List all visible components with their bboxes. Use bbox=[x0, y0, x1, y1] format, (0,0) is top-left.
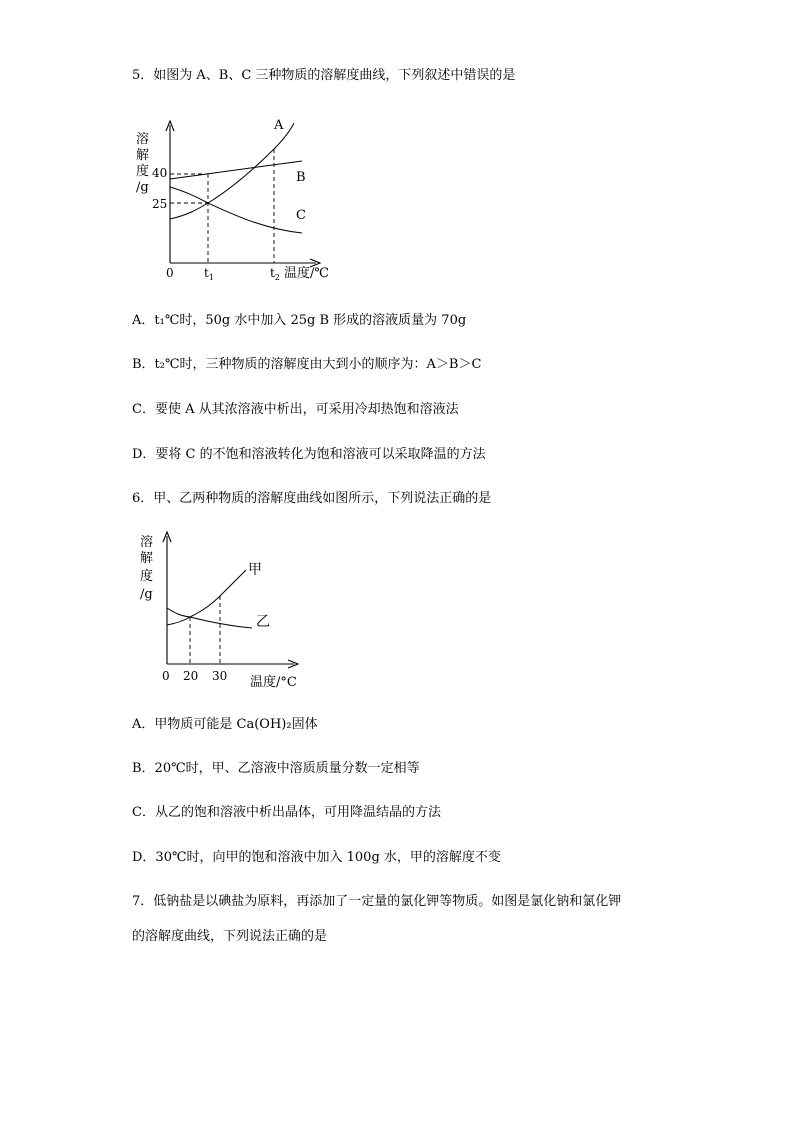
q6-xtick-30: 30 bbox=[212, 669, 228, 683]
q6-option-c: C．从乙的饱和溶液中析出晶体，可用降温结晶的方法 bbox=[132, 805, 441, 820]
q5-curve-b bbox=[170, 161, 302, 179]
q6-option-a: A．甲物质可能是 Ca(OH)₂固体 bbox=[132, 717, 318, 732]
q7-stem-line-2: 的溶解度曲线，下列说法正确的是 bbox=[132, 929, 328, 944]
q5-option-c: C．要使 A 从其浓溶液中析出，可采用冷却热饱和溶液法 bbox=[132, 402, 459, 417]
q6-ylabel-3: 度 bbox=[140, 569, 154, 584]
q5-label-a: A bbox=[274, 118, 284, 133]
q5-ytick-40: 40 bbox=[152, 166, 168, 180]
q5-ylabel-3: 度 bbox=[136, 164, 150, 179]
q6-ylabel-4: /g bbox=[140, 587, 153, 602]
q5-label-c: C bbox=[296, 208, 306, 223]
q5-curve-c bbox=[170, 187, 302, 233]
q6-origin: 0 bbox=[162, 669, 170, 683]
q6-option-d: D．30℃时，向甲的饱和溶液中加入 100g 水，甲的溶解度不变 bbox=[132, 850, 501, 865]
q5-stem: 5．如图为 A、B、C 三种物质的溶解度曲线，下列叙述中错误的是 bbox=[132, 68, 516, 83]
q5-origin: 0 bbox=[166, 266, 174, 280]
q6-stem: 6．甲、乙两种物质的溶解度曲线如图所示，下列说法正确的是 bbox=[132, 491, 492, 506]
q6-xtick-20: 20 bbox=[183, 669, 199, 683]
q6-ylabel-2: 解 bbox=[140, 551, 154, 566]
q6-label-yi: 乙 bbox=[256, 614, 270, 630]
q6-curve-yi bbox=[167, 608, 252, 628]
q7-stem-line-1: 7．低钠盐是以碘盐为原料，再添加了一定量的氯化钾等物质。如图是氯化钠和氯化钾 bbox=[132, 894, 622, 909]
q6-xlabel: 温度/°C bbox=[250, 675, 297, 690]
q5-ytick-25: 25 bbox=[152, 197, 168, 211]
q5-solubility-graph bbox=[130, 115, 350, 285]
q5-option-a: A．t₁℃时，50g 水中加入 25g B 形成的溶液质量为 70g bbox=[132, 313, 467, 328]
q5-xtick-t2: $t_2$ bbox=[270, 266, 280, 282]
q6-solubility-graph bbox=[130, 530, 320, 690]
q5-ylabel-4: /g bbox=[136, 180, 149, 195]
q5-option-d: D．要将 C 的不饱和溶液转化为饱和溶液可以采取降温的方法 bbox=[132, 447, 486, 462]
q5-xlabel: 温度/℃ bbox=[284, 266, 329, 281]
q5-ylabel-2: 解 bbox=[136, 148, 150, 163]
q6-option-b: B．20℃时，甲、乙溶液中溶质质量分数一定相等 bbox=[132, 761, 420, 776]
q6-ylabel-1: 溶 bbox=[140, 535, 154, 550]
q5-label-b: B bbox=[296, 170, 306, 185]
q6-curve-jia bbox=[167, 570, 246, 625]
q5-ylabel-1: 溶 bbox=[136, 132, 150, 147]
q6-label-jia: 甲 bbox=[248, 562, 262, 578]
q5-option-b: B．t₂℃时，三种物质的溶解度由大到小的顺序为：A＞B＞C bbox=[132, 357, 482, 372]
q5-xtick-t1: $t_1$ bbox=[204, 266, 214, 282]
